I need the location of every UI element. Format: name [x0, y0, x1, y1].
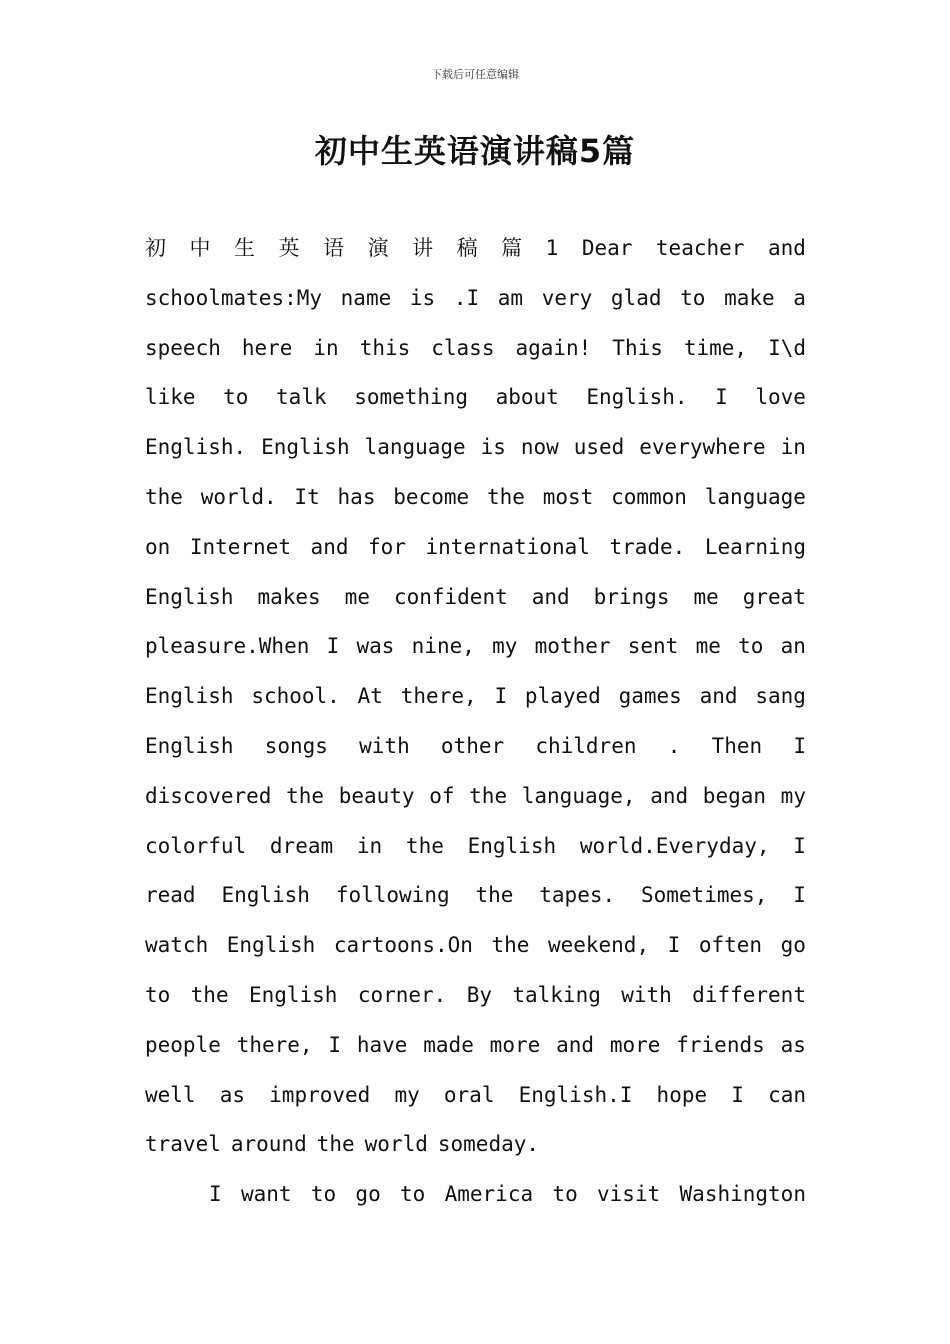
- text-line: [145, 1170, 806, 1220]
- word: world.: [200, 484, 277, 509]
- word: cartoons.On: [333, 933, 473, 958]
- word: 英: [278, 236, 300, 260]
- word: 生: [234, 236, 256, 260]
- word: as: [219, 1082, 246, 1107]
- text-line: [145, 971, 806, 1021]
- word: more: [489, 1032, 541, 1057]
- word: used: [573, 435, 625, 460]
- word: can: [768, 1082, 806, 1107]
- word: following: [335, 883, 450, 908]
- word: played: [524, 684, 601, 709]
- word: English: [261, 435, 350, 460]
- word: most: [542, 484, 594, 509]
- word: I: [494, 684, 508, 709]
- word: English: [145, 684, 234, 709]
- word: Sometimes,: [640, 883, 768, 908]
- word: began: [702, 783, 767, 808]
- word: English.: [145, 435, 247, 460]
- word: read: [145, 883, 196, 908]
- word: time,: [683, 335, 748, 360]
- word: often: [698, 933, 763, 958]
- header-note: 下载后可任意编辑: [431, 68, 519, 81]
- word: English: [145, 733, 234, 758]
- word: to: [680, 285, 706, 310]
- word: school.: [251, 684, 340, 709]
- word: Then: [711, 733, 763, 758]
- word: corner.: [357, 982, 447, 1007]
- word: At: [357, 684, 383, 709]
- word: By: [466, 982, 492, 1007]
- word: the: [469, 783, 508, 808]
- word: well: [145, 1082, 196, 1107]
- word: with: [359, 733, 410, 758]
- word: I: [328, 1032, 342, 1057]
- word: about: [495, 385, 559, 410]
- word: here: [241, 335, 293, 360]
- word: English: [145, 584, 234, 609]
- word: my: [394, 1082, 420, 1107]
- word: is: [480, 435, 506, 460]
- word: an: [780, 634, 806, 659]
- word: like: [145, 385, 196, 410]
- word: language,: [521, 783, 636, 808]
- word: makes: [257, 584, 321, 609]
- word: colorful: [145, 833, 247, 858]
- word: .: [667, 733, 681, 758]
- word: It: [294, 484, 320, 509]
- word: I: [715, 385, 728, 410]
- word: tapes.: [539, 883, 616, 908]
- word: talk: [276, 385, 327, 410]
- word: Learning: [704, 534, 806, 559]
- word: now: [520, 435, 559, 460]
- word: sent: [627, 634, 679, 659]
- word: I: [793, 833, 806, 858]
- word: Internet: [189, 534, 291, 559]
- word: go: [355, 1182, 381, 1207]
- word: improved: [269, 1082, 371, 1107]
- word: weekend,: [547, 933, 650, 958]
- word: someday.: [437, 1132, 540, 1157]
- word: English.: [586, 385, 688, 410]
- text-line: [145, 523, 806, 573]
- word: want: [240, 1182, 292, 1207]
- word: the: [491, 933, 530, 958]
- word: oral: [443, 1082, 495, 1107]
- word: discovered: [145, 783, 272, 808]
- word: friends: [676, 1032, 765, 1057]
- word: America: [444, 1182, 534, 1207]
- word: I: [793, 883, 806, 908]
- word: trade.: [609, 534, 686, 559]
- word: English: [467, 833, 557, 858]
- word: and: [310, 534, 349, 559]
- word: Washington: [679, 1182, 806, 1207]
- word: the: [475, 883, 514, 908]
- text-line: [145, 1120, 806, 1170]
- word: visit: [597, 1182, 661, 1207]
- word: English: [226, 933, 316, 958]
- text-line: [145, 921, 806, 971]
- word: This: [612, 335, 663, 360]
- word: name: [340, 285, 392, 310]
- word: have: [356, 1032, 408, 1057]
- word: me: [695, 634, 721, 659]
- text-line: [145, 672, 806, 722]
- text-line: [145, 573, 806, 623]
- word: this: [359, 335, 411, 360]
- word: speech: [145, 335, 221, 360]
- word: and: [767, 236, 806, 260]
- word: hope: [656, 1082, 708, 1107]
- word: sang: [755, 684, 806, 709]
- text-line: [145, 224, 806, 274]
- text-line: [145, 722, 806, 772]
- text-line: [145, 324, 806, 374]
- word: the: [145, 484, 183, 509]
- text-line: [145, 822, 806, 872]
- word: has: [337, 484, 376, 509]
- word: people: [145, 1032, 221, 1057]
- word: Dear: [581, 236, 633, 260]
- text-line: [145, 871, 806, 921]
- word: 1: [545, 236, 559, 260]
- word: 稿: [456, 236, 478, 260]
- word: and: [699, 684, 738, 709]
- word: my: [492, 634, 518, 659]
- word: am: [497, 285, 524, 310]
- word: English: [221, 883, 310, 908]
- word: world: [364, 1132, 428, 1157]
- word: of: [429, 783, 455, 808]
- word: everywhere: [639, 435, 766, 460]
- word: there,: [400, 684, 477, 709]
- word: more: [609, 1032, 661, 1057]
- word: 讲: [412, 236, 434, 260]
- word: children: [535, 733, 637, 758]
- word: mother: [534, 634, 611, 659]
- word: to: [310, 1182, 337, 1207]
- word: international: [425, 534, 590, 559]
- word: in: [356, 833, 383, 858]
- word: great: [742, 584, 806, 609]
- word: on: [145, 534, 171, 559]
- word: travel: [145, 1132, 221, 1157]
- word: confident: [393, 584, 508, 609]
- word: to: [223, 385, 249, 410]
- word: me: [344, 584, 370, 609]
- word: the: [190, 982, 229, 1007]
- word: I: [209, 1182, 222, 1207]
- word: very: [541, 285, 593, 310]
- text-line: [145, 373, 806, 423]
- text-line: [145, 423, 806, 473]
- word: schoolmates:My: [145, 285, 323, 310]
- word: 演: [367, 236, 389, 260]
- word: was: [356, 634, 395, 659]
- word: and: [531, 584, 570, 609]
- word: language: [704, 484, 806, 509]
- word: 语: [323, 236, 345, 260]
- word: common: [611, 484, 687, 509]
- text-line: [145, 772, 806, 822]
- word: nine,: [411, 634, 475, 659]
- word: the: [405, 833, 444, 858]
- word: in: [313, 335, 339, 360]
- text-line: [145, 622, 806, 672]
- word: teacher: [655, 236, 745, 260]
- word: to: [145, 982, 171, 1007]
- text-line: [145, 1071, 806, 1121]
- word: pleasure.When: [145, 634, 310, 659]
- word: around: [230, 1132, 307, 1157]
- page-title: 初中生英语演讲稿5篇: [314, 132, 636, 170]
- word: become: [393, 484, 470, 509]
- word: 初: [145, 236, 166, 260]
- word: made: [423, 1032, 474, 1057]
- word: English: [248, 982, 338, 1007]
- word: the: [486, 484, 525, 509]
- word: and: [650, 783, 689, 808]
- word: I: [793, 733, 806, 758]
- word: something: [354, 385, 468, 410]
- word: brings: [593, 584, 670, 609]
- text-line: [145, 1021, 806, 1071]
- word: .I: [453, 285, 480, 310]
- word: in: [780, 435, 806, 460]
- word: for: [368, 534, 406, 559]
- word: is: [409, 285, 436, 310]
- word: there,: [236, 1032, 313, 1057]
- word: glad: [610, 285, 662, 310]
- word: as: [780, 1032, 806, 1057]
- word: different: [692, 982, 806, 1007]
- word: the: [316, 1132, 355, 1157]
- word: 中: [189, 236, 211, 260]
- word: watch: [145, 933, 209, 958]
- word: my: [780, 783, 806, 808]
- word: love: [755, 385, 806, 410]
- document-body: [145, 224, 806, 1220]
- word: English.I: [518, 1082, 633, 1107]
- word: songs: [264, 733, 328, 758]
- word: the: [286, 783, 325, 808]
- word: talking: [512, 982, 601, 1007]
- word: 篇: [501, 236, 523, 260]
- word: other: [440, 733, 505, 758]
- word: beauty: [338, 783, 415, 808]
- word: I: [731, 1082, 744, 1107]
- word: world.Everyday,: [579, 833, 770, 858]
- word: a: [793, 285, 806, 310]
- word: dream: [269, 833, 334, 858]
- word: language: [364, 435, 466, 460]
- word: to: [552, 1182, 578, 1207]
- word: again!: [515, 335, 592, 360]
- word: games: [618, 684, 682, 709]
- word: to: [738, 634, 764, 659]
- word: I: [326, 634, 340, 659]
- word: to: [400, 1182, 426, 1207]
- word: make: [724, 285, 775, 310]
- word: and: [556, 1032, 595, 1057]
- word: I: [667, 933, 681, 958]
- word: with: [621, 982, 672, 1007]
- word: I\d: [768, 335, 806, 360]
- text-line: [145, 473, 806, 523]
- word: me: [693, 584, 719, 609]
- word: class: [431, 335, 495, 360]
- text-line: [145, 274, 806, 324]
- word: go: [780, 933, 806, 958]
